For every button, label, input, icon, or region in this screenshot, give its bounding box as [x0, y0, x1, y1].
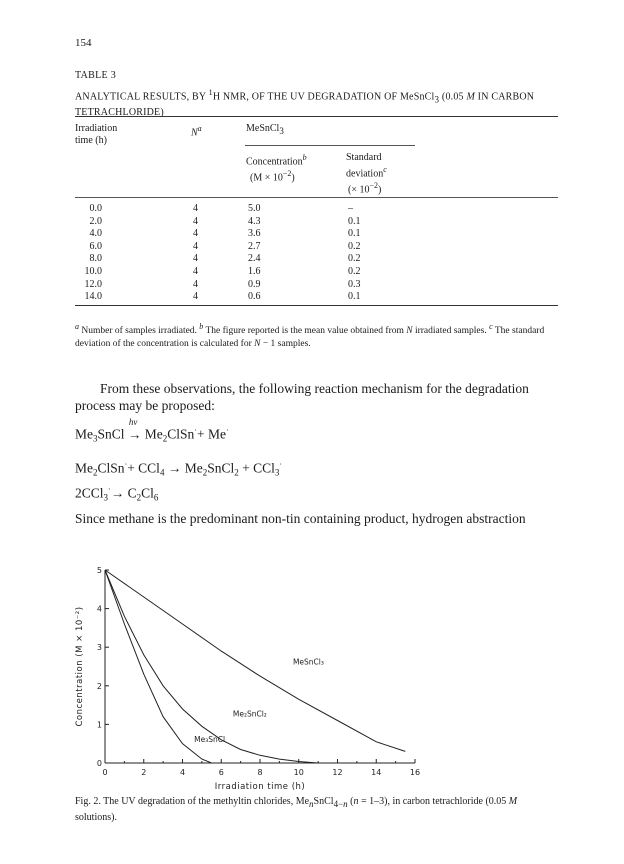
table-cell-n: 4 — [193, 291, 198, 303]
x-tick-label: 2 — [141, 768, 147, 777]
table-cell-time: 2.0 — [89, 215, 102, 227]
y-tick-label: 4 — [96, 604, 102, 614]
y-tick-label: 5 — [96, 566, 102, 575]
header-mesncl3-group: MeSnCl$_3$ — [246, 123, 284, 136]
table-cell-time: 0.0 — [89, 203, 102, 214]
table-cell-n: 4 — [193, 278, 198, 290]
table-header-rule — [75, 197, 558, 198]
table-cell-sd: – — [348, 203, 353, 214]
header-standard-deviation: Standard deviation$^c$ (× $10^{-2}$) — [346, 152, 387, 196]
table-cell-sd: 0.2 — [348, 266, 361, 277]
table-cell-sd: 0.1 — [348, 291, 361, 303]
table-cell-time: 4.0 — [89, 228, 102, 240]
figure-caption: Fig. 2. The UV degradation of the methyltin chlorides, $Me_nSnCl_{4-n}$ (n = 1–3), in carbon tetrachloride (0.05 M solutions). — [75, 796, 518, 823]
x-axis-label: Irradiation time (h) — [214, 782, 306, 792]
table-cell-sd: 0.1 — [348, 228, 361, 240]
table-cell-sd: 0.3 — [348, 278, 361, 290]
x-tick-label: 4 — [179, 768, 186, 777]
series-label-3: Me₃SnCl — [194, 734, 226, 744]
equation-3: $2CCl_3^\cdot\to C_2Cl_6$ — [75, 485, 159, 503]
table-cell-conc: 4.3 — [248, 215, 261, 227]
table-cell-conc: 0.6 — [248, 291, 261, 303]
table-cell-sd: 0.2 — [348, 240, 361, 252]
x-tick-label: 0 — [102, 768, 108, 777]
x-tick-label: 14 — [371, 768, 382, 777]
y-axis-label: Concentration (M × 10⁻²) — [75, 606, 85, 727]
table-cell-conc: 1.6 — [248, 266, 261, 277]
table-cell-conc: 0.9 — [248, 278, 261, 290]
table-cell-conc: 2.7 — [248, 240, 261, 252]
table-cell-n: 4 — [193, 240, 198, 252]
x-tick-label: 8 — [257, 768, 263, 777]
x-tick-label: 6 — [218, 768, 224, 777]
group-header-rule — [245, 145, 415, 146]
y-tick-label: 2 — [96, 681, 102, 691]
degradation-chart — [70, 560, 430, 792]
table-cell-n: 4 — [193, 228, 198, 240]
x-tick-label: 12 — [332, 768, 343, 777]
table-cell-time: 10.0 — [84, 266, 102, 277]
table-top-rule — [75, 116, 558, 117]
table-footnotes: $^a$ Number of samples irradiated. $^b$ The figure reported is the mean value obtained from N irradiated samples. $^c$ The standard deviation of the concentration is calculated for N − 1 samples. — [75, 322, 545, 350]
table-cell-sd: 0.2 — [348, 253, 361, 265]
table-cell-time: 8.0 — [89, 253, 102, 265]
series-line-1 — [105, 570, 405, 751]
series-label-2: Me₂SnCl₂ — [232, 709, 267, 719]
table-cell-sd: 0.1 — [348, 215, 361, 227]
y-tick-label: 3 — [96, 643, 102, 653]
header-n: $N^a$ — [191, 124, 202, 139]
x-tick-label: 16 — [409, 768, 421, 777]
table-cell-conc: 3.6 — [248, 228, 261, 240]
table-caption: ANALYTICAL RESULTS, BY $^1$H NMR, OF THE UV DEGRADATION OF MeSnCl$_3$ (0.05 M IN CARBON TETRACHLORIDE) — [75, 88, 535, 119]
y-tick-label: 1 — [96, 720, 102, 730]
table-cell-n: 4 — [193, 253, 198, 265]
table-cell-n: 4 — [193, 203, 198, 214]
table-cell-time: 12.0 — [84, 278, 102, 290]
equation-1: $Me_3SnCl$ hν → $Me_2ClSn^\cdot+ Me^\cdot$ — [75, 416, 229, 444]
header-concentration: Concentration$^b$ $(M \times 10^{-2})$ — [246, 153, 307, 184]
body-paragraph: From these observations, the following reaction mechanism for the degradation process may be proposed: — [75, 381, 529, 413]
body-last-line: Since methane is the predominant non-tin containing product, hydrogen abstraction — [75, 511, 526, 526]
equation-2: $Me_2ClSn^\cdot+ CCl_4$ → $Me_2SnCl_2 + CCl_3^\cdot$ — [75, 460, 282, 478]
table-cell-n: 4 — [193, 266, 198, 277]
page-number: 154 — [75, 37, 92, 49]
series-label-1: MeSnCl₃ — [292, 657, 324, 667]
table-cell-conc: 5.0 — [248, 203, 261, 214]
x-tick-label: 10 — [293, 768, 304, 777]
table-bottom-rule — [75, 305, 558, 306]
header-irradiation-time: Irradiation time (h) — [75, 123, 118, 146]
table-label: TABLE 3 — [75, 70, 117, 81]
table-cell-time: 6.0 — [89, 240, 102, 252]
table-cell-conc: 2.4 — [248, 253, 261, 265]
table-cell-time: 14.0 — [84, 291, 102, 303]
y-tick-label: 0 — [96, 759, 102, 768]
table-cell-n: 4 — [193, 215, 198, 227]
